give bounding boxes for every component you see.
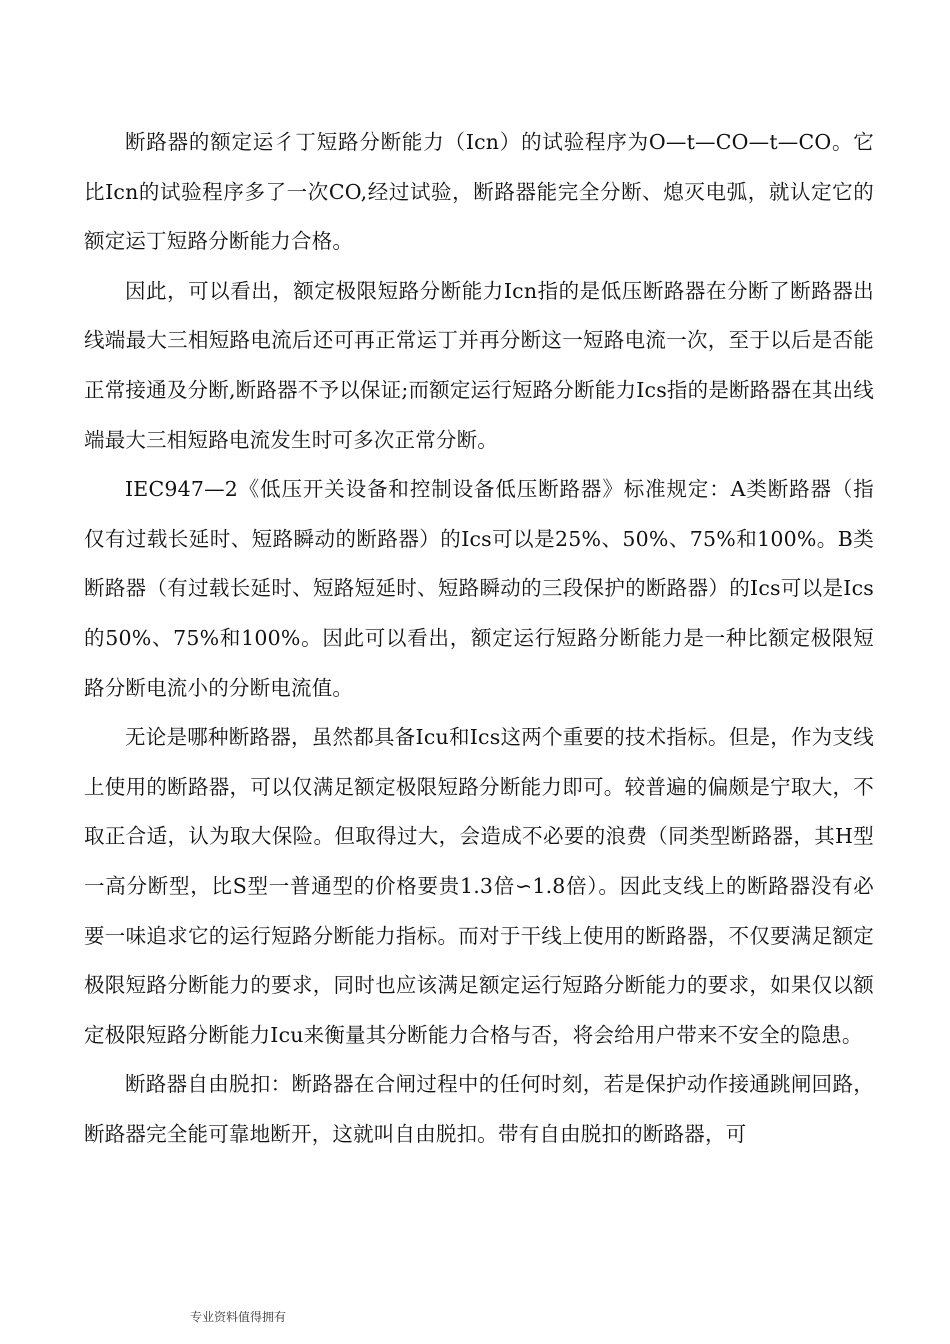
paragraph-icn-test-procedure: 断路器的额定运彳丁短路分断能力（Icn）的试验程序为O—t—CO—t—CO。它比Icn的试验程序多了一次CO,经过试验，断路器能完全分断、熄灭电弧，就认定它的额定运丁短路分断能力合格。 — [84, 130, 874, 254]
paragraph-free-trip: 断路器自由脱扣：断路器在合闸过程中的任何时刻，若是保护动作接通跳闸回路，断路器完全能可靠地断开，这就叫自由脱扣。带有自由脱扣的断路器，可 — [84, 1072, 874, 1146]
paragraph-iec947-standard: IEC947—2《低压开关设备和控制设备低压断路器》标准规定：A类断路器（指仅有过载长延时、短路瞬动的断路器）的Ics可以是25%、50%、75%和100%。B类断路器（有过载长延时、短路短延时、短路瞬动的三段保护的断路器）的Ics可以是Ics的50%、75%和100%。因此可以看出，额定运行短路分断能力是一种比额定极限短路分断电流小的分断电流值。 — [84, 477, 874, 700]
body-text — [84, 118, 874, 1159]
page-footer: 专业资料值得拥有 — [190, 1310, 287, 1324]
paragraph-icn-definition: 因此，可以看出，额定极限短路分断能力Icn指的是低压断路器在分断了断路器出线端最大三相短路电流后还可再正常运丁并再分断这一短路电流一次，至于以后是否能正常接通及分断,断路器不予以保证;而额定运行短路分断能力Ics指的是断路器在其出线端最大三相短路电流发生时可多次正常分断。 — [84, 278, 874, 452]
paragraph-breaker-selection: 无论是哪种断路器，虽然都具备Icu和Ics这两个重要的技术指标。但是，作为支线上使用的断路器，可以仅满足额定极限短路分断能力即可。较普遍的偏颇是宁取大，不取正合适，认为取大保险。但取得过大，会造成不必要的浪费（同类型断路器，其H型一高分断型，比S型一普通型的价格要贵1.3倍∽1.8倍）。因此支线上的断路器没有必要一味追求它的运行短路分断能力指标。而对于干线上使用的断路器，不仅要满足额定极限短路分断能力的要求，同时也应该满足额定运行短路分断能力的要求，如果仅以额定极限短路分断能力Icu来衡量其分断能力合格与否，将会给用户带来不安全的隐患。 — [84, 725, 874, 1047]
